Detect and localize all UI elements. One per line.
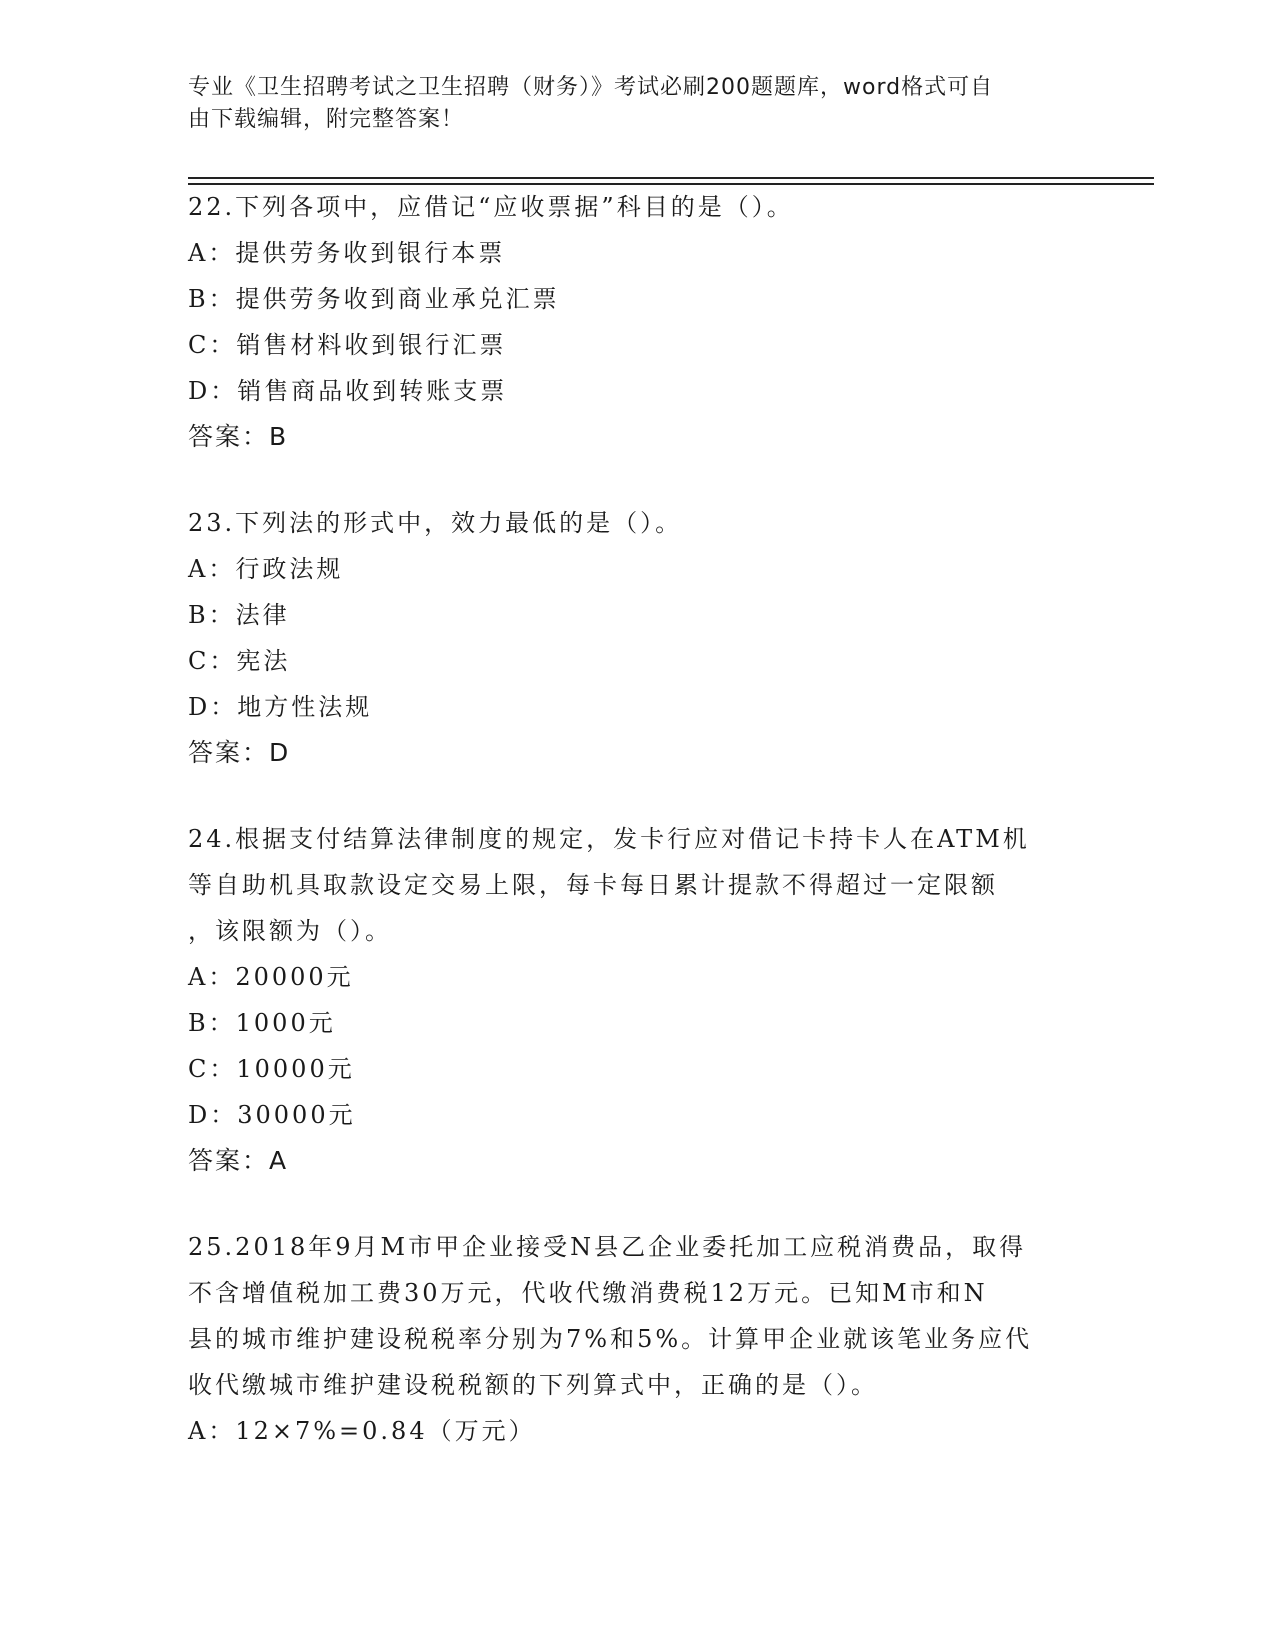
option-b: B：1000元 bbox=[188, 1009, 336, 1037]
question-stem-line-2: 不含增值税加工费30万元，代收代缴消费税12万元。已知M市和N bbox=[188, 1279, 988, 1307]
option-a: A：20000元 bbox=[188, 963, 354, 991]
header-line-1: 专业《卫生招聘考试之卫生招聘（财务）》考试必刷200题题库，word格式可自 bbox=[188, 75, 994, 100]
option-a: A：提供劳务收到银行本票 bbox=[188, 239, 506, 267]
question-23 bbox=[188, 500, 1088, 776]
option-c: C：10000元 bbox=[188, 1055, 355, 1083]
question-stem-line-1: 24.根据支付结算法律制度的规定，发卡行应对借记卡持卡人在ATM机 bbox=[188, 825, 1030, 853]
option-d: D：地方性法规 bbox=[188, 693, 373, 721]
option-a: A：12×7%=0.84（万元） bbox=[188, 1417, 536, 1445]
question-22 bbox=[188, 184, 1088, 460]
question-stem: 23.下列法的形式中，效力最低的是（）。 bbox=[188, 509, 683, 537]
question-stem-line-4: 收代缴城市维护建设税税额的下列算式中，正确的是（）。 bbox=[188, 1371, 878, 1399]
question-stem-line-3: ，该限额为（）。 bbox=[188, 917, 392, 945]
answer-label: 答案：A bbox=[188, 1146, 289, 1175]
question-25 bbox=[188, 1224, 1088, 1454]
header-line-2: 由下载编辑，附完整答案！ bbox=[188, 107, 465, 132]
answer-label: 答案：D bbox=[188, 738, 291, 767]
question-stem: 22.下列各项中，应借记“应收票据”科目的是（）。 bbox=[188, 193, 794, 221]
option-c: C：宪法 bbox=[188, 647, 291, 675]
option-a: A：行政法规 bbox=[188, 555, 344, 583]
question-stem-line-1: 25.2018年9月M市甲企业接受N县乙企业委托加工应税消费品，取得 bbox=[188, 1233, 1027, 1261]
header-divider-top bbox=[188, 177, 1154, 179]
option-c: C：销售材料收到银行汇票 bbox=[188, 331, 507, 359]
question-stem-line-3: 县的城市维护建设税税率分别为7%和5%。计算甲企业就该笔业务应代 bbox=[188, 1325, 1033, 1353]
option-d: D：销售商品收到转账支票 bbox=[188, 377, 508, 405]
document-header bbox=[188, 72, 1068, 136]
answer-label: 答案：B bbox=[188, 422, 289, 451]
option-d: D：30000元 bbox=[188, 1101, 356, 1129]
option-b: B：法律 bbox=[188, 601, 290, 629]
question-24 bbox=[188, 816, 1088, 1184]
option-b: B：提供劳务收到商业承兑汇票 bbox=[188, 285, 560, 313]
question-stem-line-2: 等自助机具取款设定交易上限，每卡每日累计提款不得超过一定限额 bbox=[188, 871, 998, 899]
